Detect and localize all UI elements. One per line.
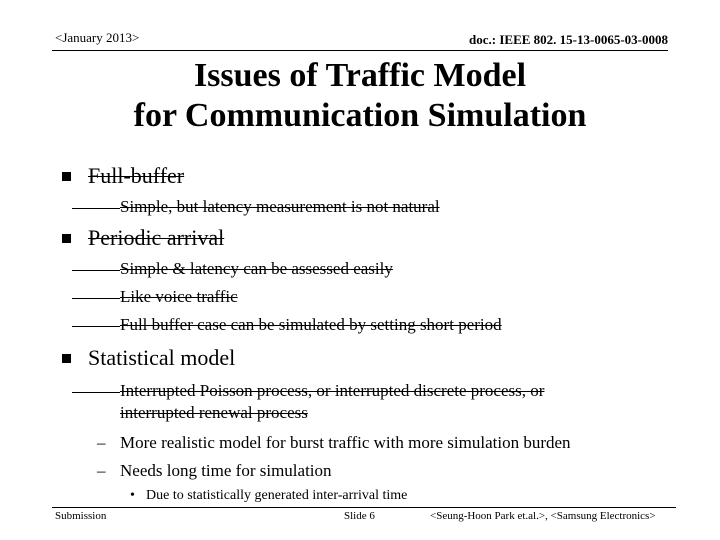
header-date: <January 2013> [55,30,140,45]
bullet-full-buffer: Full-buffer [88,163,185,188]
footer-slide-number: Slide 6 [344,510,375,522]
sub-bullet-full-buffer-1: Simple, but latency measurement is not natural [120,197,440,216]
sub-bullet-periodic-3: Full buffer case can be simulated by setting short period [120,315,502,334]
square-bullet-icon [60,233,73,246]
title-line-1: Issues of Traffic Model [193,57,527,94]
footer-authors: <Seung-Hoon Park et.al.>, <Samsung Electronics> [430,510,656,522]
square-bullet-icon [60,171,73,184]
strike-rule [72,326,120,327]
bullet-periodic-arrival: Periodic arrival [88,225,225,250]
sub-sub-bullet-statistical-3-1: Due to statistically generated inter-arrival time [146,488,408,503]
header-rule [52,50,668,51]
strike-rule [72,208,120,209]
sub-bullet-statistical-2: More realistic model for burst traffic with more simulation burden [120,433,571,452]
strike-rule [72,298,120,299]
sub-bullet-periodic-2: Like voice traffic [120,287,238,306]
bullet-statistical-model: Statistical model [88,345,236,370]
dot-bullet-icon: • [130,488,135,503]
header-doc-id: doc.: IEEE 802. 15-13-0065-03-0008 [469,32,668,47]
footer-submission: Submission [55,510,107,522]
sub-bullet-statistical-3: Needs long time for simulation [120,461,332,480]
sub-bullet-periodic-1: Simple & latency can be assessed easily [120,259,393,278]
strike-rule [72,392,120,393]
dash-bullet-icon: – [97,433,106,452]
slide-title [0,56,720,136]
sub-bullet-statistical-1-line-2: interrupted renewal process [120,403,308,422]
title-line-2: for Communication Simulation [133,97,587,134]
square-bullet-icon [60,353,73,366]
footer-rule [52,507,676,508]
strike-rule [72,270,120,271]
dash-bullet-icon: – [97,461,106,480]
sub-bullet-statistical-1-line-1: Interrupted Poisson process, or interrupted discrete process, or [120,381,545,400]
